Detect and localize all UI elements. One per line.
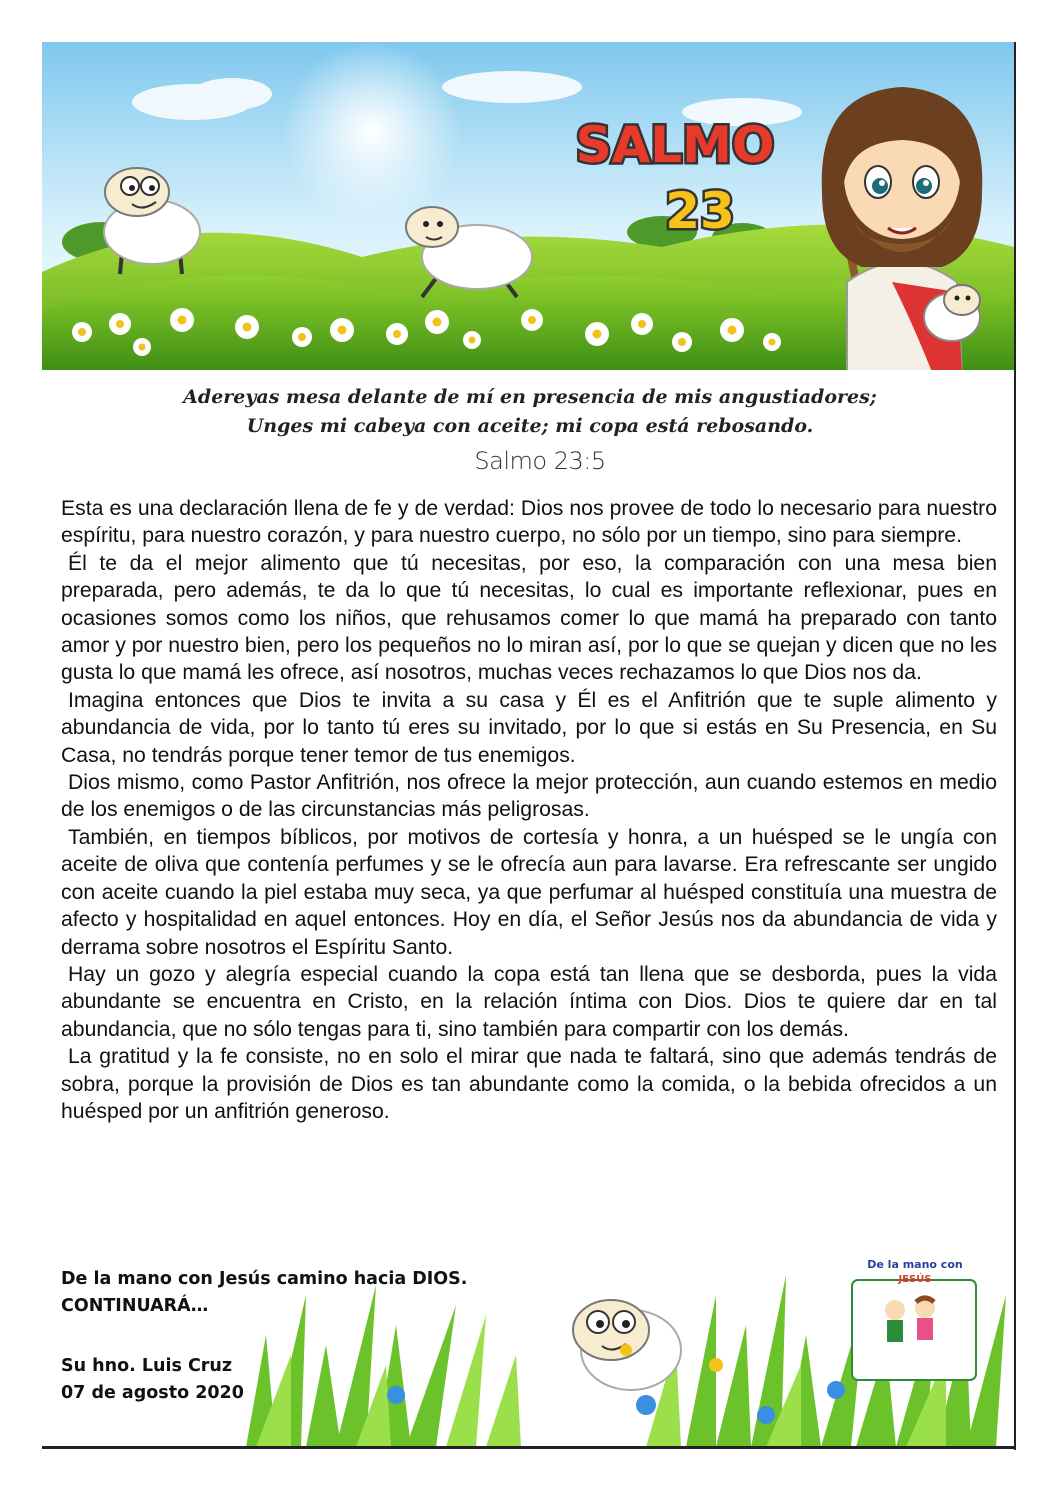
paragraph: La gratitud y la fe consiste, no en solo el mirar que nada te faltará, sino que además tendrás de sobra, porque la provisión de Dios es tan abundante como la comida, o la bebida ofrecidos a un huésped por un anfitrión generoso. (61, 1045, 997, 1123)
body-text (61, 495, 997, 1125)
verse-quote (120, 383, 940, 441)
salmo-title-graphic (0, 0, 1058, 260)
paragraph: Hay un gozo y alegría especial cuando la copa está tan llena que se desborda, pues la vida abundante se encuentra en Cristo, en la relación íntima con Dios. Dios te quiere dar en tal abundancia, que no sólo tengas para ti, sino también para compartir con los demás. (61, 962, 997, 1041)
footer-signature (61, 1266, 467, 1407)
paragraph: Él te da el mejor alimento que tú necesitas, por eso, la comparación con una mesa bien preparada, pero además, te da lo que tú necesitas, lo cual es importante reflexionar, pues en ocasiones somos como los niños, que rehusamos comer lo que mamá ha preparado con tanto amor y por nuestro bien, pero los pequeños no lo miran así, por lo que se quejan y dicen que no les gusta lo que mamá les ofrece, así nosotros, muchas veces rechazamos lo que Dios nos da. (61, 551, 997, 685)
verse-line-2: Unges mi cabeya con aceite; mi copa está rebosando. (246, 415, 814, 437)
salmo-word: SALMO (575, 116, 775, 174)
logo-name-text: JESÚS (898, 1274, 932, 1285)
footer-date: 07 de agosto 2020 (61, 1383, 244, 1403)
footer-line-2: CONTINUARÁ… (61, 1296, 209, 1316)
de-la-mano-con-jesus-logo (850, 1250, 980, 1385)
paragraph: Imagina entonces que Dios te invita a su casa y Él es el Anfitrión que te suple alimento y abundancia de vida, por lo tanto tú eres su invitado, por lo que si estás en Su Presencia, en Su Casa, no tendrás porque tener temor de tus enemigos. (61, 688, 997, 767)
frame-bottom-border (42, 1446, 1016, 1449)
verse-reference: Salmo 23:5 (474, 447, 606, 475)
paragraph: Dios mismo, como Pastor Anfitrión, nos ofrece la mejor protección, aun cuando estemos en medio de los enemigos o de las circunstancias más peligrosas. (61, 771, 997, 822)
footer-line-1: De la mano con Jesús camino hacia DIOS. (61, 1269, 468, 1289)
paragraph: Esta es una declaración llena de fe y de verdad: Dios nos provee de todo lo necesario para nuestro espíritu, para nuestro corazón, y para nuestro cuerpo, no sólo por un tiempo, sino para siempre. (61, 497, 997, 548)
footer-author: Su hno. Luis Cruz (61, 1356, 233, 1376)
frame-right-border (1014, 42, 1016, 1450)
logo-top-text: De la mano con (867, 1258, 963, 1271)
salmo-number: 23 (665, 182, 735, 240)
verse-line-1: Adereyas mesa delante de mí en presencia de mis angustiadores; (183, 386, 877, 408)
paragraph: También, en tiempos bíblicos, por motivos de cortesía y honra, a un huésped se le ungía con aceite de oliva que contenía perfumes y se le ofrecía aun para lavarse. Era refrescante ser ungido con aceite cuando la piel estaba muy seca, ya que perfumar al huésped constituía una muestra de afecto y hospitalidad en aquel entonces. Hoy en día, el Señor Jesús nos da abundancia de vida y derrama sobre nosotros el Espíritu Santo. (61, 825, 997, 959)
